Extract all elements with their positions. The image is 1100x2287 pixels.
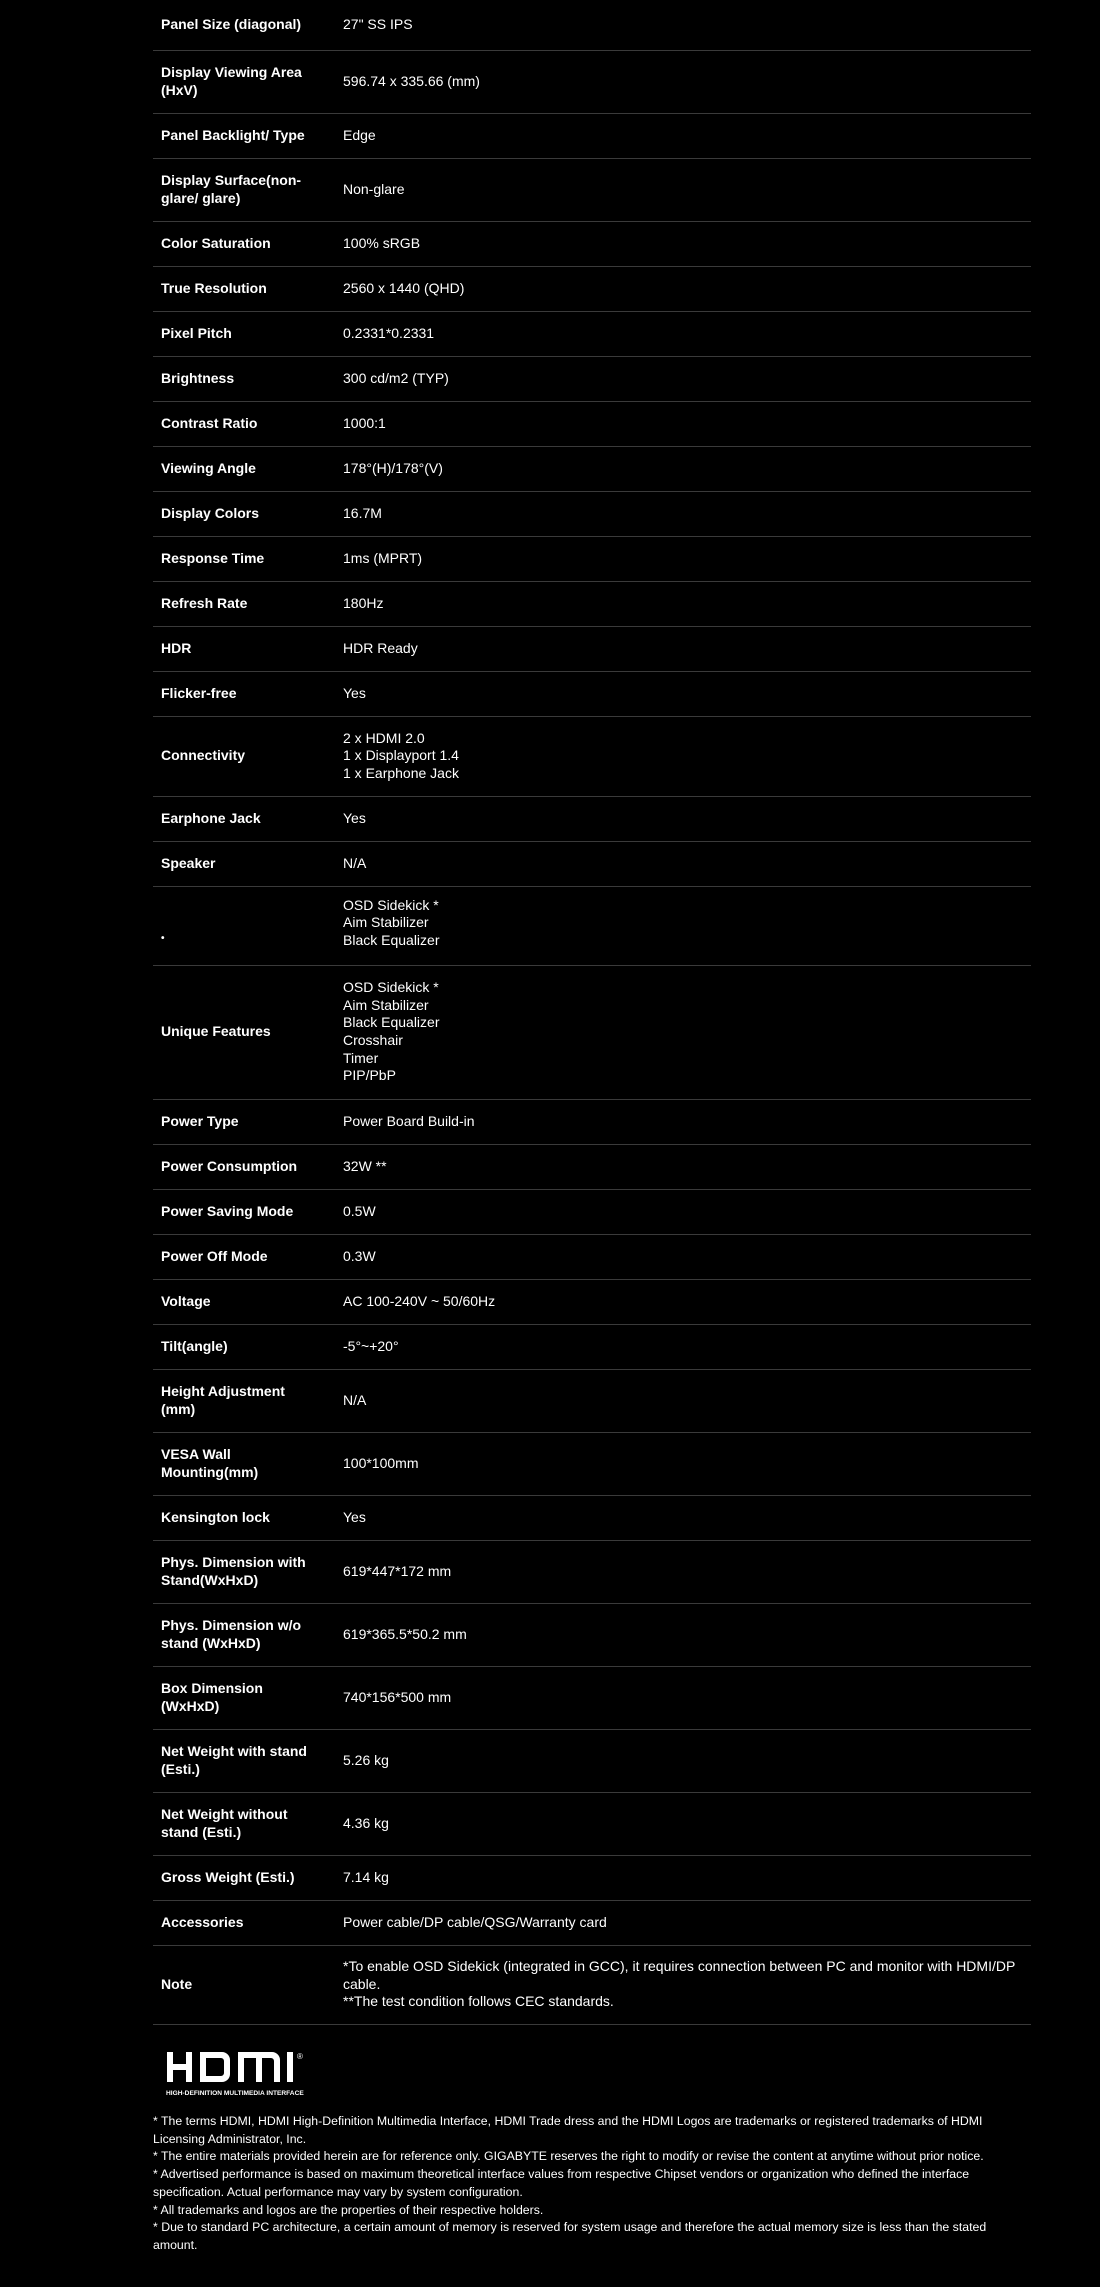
spec-row [153,626,1031,671]
spec-value [329,716,1031,796]
spec-value [329,1855,1031,1900]
spec-label [153,1189,329,1234]
spec-value [329,1603,1031,1666]
spec-value [329,1900,1031,1945]
spec-label [153,113,329,158]
spec-value [329,626,1031,671]
spec-label-text: Contrast Ratio [161,414,258,431]
spec-label [153,1369,329,1432]
spec-label-text: • [161,932,165,944]
spec-value [329,1495,1031,1540]
spec-label-text: Note [161,1975,193,1992]
spec-row [153,796,1031,841]
spec-label-text: Box Dimension (WxHxD) [161,1679,263,1714]
spec-value-line: 0.3W [343,1247,376,1264]
spec-value [329,50,1031,113]
spec-label-text: Earphone Jack [161,809,261,826]
svg-text:HIGH-DEFINITION MULTIMEDIA INT: HIGH-DEFINITION MULTIMEDIA INTERFACE [166,2090,304,2097]
spec-label [153,221,329,266]
spec-label [153,1099,329,1144]
spec-row [153,1432,1031,1495]
spec-label [153,841,329,886]
spec-label [153,1945,329,2024]
spec-row [153,158,1031,221]
spec-row [153,1189,1031,1234]
spec-value-line: 619*447*172 mm [343,1562,452,1579]
spec-value-line: 178°(H)/178°(V) [343,459,443,476]
spec-label-text: Tilt(angle) [161,1337,228,1354]
spec-value-line: 2560 x 1440 (QHD) [343,279,465,296]
spec-row [153,841,1031,886]
spec-label [153,1603,329,1666]
spec-label [153,1729,329,1792]
spec-row [153,1099,1031,1144]
spec-label-text: Response Time [161,549,265,566]
spec-label [153,158,329,221]
spec-label [153,886,329,965]
spec-value-line: Yes [343,809,366,826]
spec-row [153,671,1031,716]
spec-label-text: Accessories [161,1913,244,1930]
spec-label-text: Brightness [161,369,235,386]
spec-value-line: 5.26 kg [343,1751,389,1768]
spec-label [153,1279,329,1324]
spec-label-text: VESA Wall Mounting(mm) [161,1445,259,1480]
spec-value [329,1666,1031,1729]
spec-label [153,1234,329,1279]
spec-label-text: Phys. Dimension w/o stand (WxHxD) [161,1616,302,1651]
spec-value-line: Non-glare [343,180,405,197]
spec-label [153,965,329,1099]
spec-label [153,1792,329,1855]
spec-value-line: 1 x Earphone Jack [343,764,459,781]
spec-value-line: 32W ** [343,1157,387,1174]
spec-label-text: Display Viewing Area (HxV) [161,63,302,98]
spec-label-text: Kensington lock [161,1508,270,1525]
spec-label [153,796,329,841]
spec-row [153,716,1031,796]
spec-row [153,356,1031,401]
spec-label [153,581,329,626]
spec-value [329,886,1031,965]
spec-value-line: 596.74 x 335.66 (mm) [343,72,480,89]
spec-label-text: Display Surface(non-glare/ glare) [161,171,302,206]
spec-label [153,446,329,491]
spec-value-line: Aim Stabilizer [343,996,429,1013]
spec-value [329,1099,1031,1144]
spec-row [153,50,1031,113]
spec-label [153,266,329,311]
spec-value-line: 180Hz [343,594,384,611]
spec-row [153,1792,1031,1855]
spec-label-text: Viewing Angle [161,459,256,476]
spec-value-line: Timer [343,1049,379,1066]
spec-value-line: PIP/PbP [343,1067,396,1084]
spec-row [153,1666,1031,1729]
spec-row [153,311,1031,356]
disclaimer-line: * All trademarks and logos are the properties of their respective holders. [153,2202,544,2217]
spec-value-line: Crosshair [343,1032,403,1048]
spec-label-text: Panel Size (diagonal) [161,15,302,32]
disclaimer-line: * The entire materials provided herein are for reference only. GIGABYTE reserves the right to modify or revise the content at anytime without prior notice. [153,2149,984,2164]
disclaimer-line: * Advertised performance is based on maximum theoretical interface values from respective Chipset vendors or organization who defined the interface specification. Actual performance may vary by system configuration. [153,2167,970,2199]
spec-value [329,1144,1031,1189]
disclaimer-line: * Due to standard PC architecture, a certain amount of memory is reserved for system usage and therefore the actual memory size is less than the stated amount. [153,2220,987,2252]
spec-value-line: Yes [343,1508,366,1525]
spec-value-line: N/A [343,854,367,871]
spec-label [153,626,329,671]
spec-label-text: Panel Backlight/ Type [161,126,305,143]
spec-value [329,356,1031,401]
spec-label-text: HDR [161,639,192,656]
spec-label-text: True Resolution [161,279,267,296]
spec-label-text: Flicker-free [161,684,237,701]
spec-label-text: Pixel Pitch [161,324,232,341]
spec-row [153,1855,1031,1900]
spec-row [153,0,1031,50]
spec-row [153,1234,1031,1279]
spec-value [329,1324,1031,1369]
spec-value [329,841,1031,886]
spec-label-text: Display Colors [161,504,260,521]
spec-value [329,965,1031,1099]
spec-value [329,1945,1031,2024]
spec-label-text: Power Type [161,1112,239,1129]
spec-value-line: 1000:1 [343,414,386,431]
spec-label-text: Speaker [161,854,216,871]
spec-row [153,401,1031,446]
spec-value-line: Black Equalizer [343,931,440,948]
spec-label-text: Voltage [161,1292,211,1309]
spec-row [153,1729,1031,1792]
spec-label [153,311,329,356]
spec-label-text: Gross Weight (Esti.) [161,1868,295,1885]
svg-text:®: ® [297,2052,303,2061]
spec-label [153,1324,329,1369]
spec-label [153,1666,329,1729]
spec-value [329,1279,1031,1324]
spec-value-line: OSD Sidekick * [343,896,439,913]
spec-value [329,1792,1031,1855]
spec-value-line: 27" SS IPS [343,15,413,32]
spec-label [153,1900,329,1945]
spec-label [153,401,329,446]
spec-value-line: *To enable OSD Sidekick (integrated in GCC), it requires connection between PC and monitor with HDMI/DP cable. [343,1958,1016,1992]
spec-label [153,1540,329,1603]
spec-value-line: Power cable/DP cable/QSG/Warranty card [343,1913,607,1930]
spec-label-text: Net Weight with stand (Esti.) [161,1742,307,1777]
spec-row [153,536,1031,581]
disclaimer-line: * The terms HDMI, HDMI High-Definition Multimedia Interface, HDMI Trade dress and the HDMI Logos are trademarks or registered trademarks of HDMI Licensing Administrator, Inc. [153,2114,983,2146]
hdmi-logo [164,2050,354,2105]
spec-value [329,446,1031,491]
spec-value-line: 100% sRGB [343,234,421,251]
spec-value-line: 2 x HDMI 2.0 [343,729,425,746]
spec-value-line: 100*100mm [343,1454,419,1471]
spec-row [153,1540,1031,1603]
spec-value-line: 1ms (MPRT) [343,549,423,566]
spec-row [153,1324,1031,1369]
spec-row [153,266,1031,311]
spec-value-line: Edge [343,126,376,143]
spec-label-text: Power Off Mode [161,1247,268,1264]
spec-value [329,0,1031,50]
spec-label [153,1144,329,1189]
spec-row [153,1495,1031,1540]
spec-value [329,1234,1031,1279]
spec-value [329,581,1031,626]
spec-value-line: Black Equalizer [343,1014,440,1031]
spec-value-line: 0.5W [343,1202,376,1219]
spec-value-line: AC 100-240V ~ 50/60Hz [343,1292,496,1309]
spec-value-line: 1 x Displayport 1.4 [343,747,459,764]
spec-label-text: Color Saturation [161,234,271,251]
spec-label [153,491,329,536]
spec-row [153,886,1031,965]
spec-value [329,113,1031,158]
spec-value [329,1540,1031,1603]
spec-row [153,965,1031,1099]
spec-value-line: Aim Stabilizer [343,914,429,931]
spec-value-line: Yes [343,684,366,701]
spec-label-text: Height Adjustment (mm) [161,1382,285,1417]
spec-value-line: -5°~+20° [343,1337,399,1354]
spec-label [153,671,329,716]
spec-value [329,158,1031,221]
spec-value [329,796,1031,841]
spec-value-line: Power Board Build-in [343,1112,475,1129]
spec-row [153,1369,1031,1432]
spec-label-text: Phys. Dimension with Stand(WxHxD) [161,1553,306,1588]
spec-value [329,311,1031,356]
spec-value [329,1729,1031,1792]
spec-value-line: 7.14 kg [343,1868,389,1885]
spec-label [153,0,329,50]
spec-row [153,491,1031,536]
spec-value-line: OSD Sidekick * [343,979,439,996]
spec-value [329,1432,1031,1495]
spec-value-line: HDR Ready [343,639,418,656]
spec-label [153,536,329,581]
spec-label [153,356,329,401]
spec-row [153,1945,1031,2024]
spec-row [153,446,1031,491]
spec-label [153,1432,329,1495]
spec-value-line: N/A [343,1391,367,1408]
spec-row [153,1603,1031,1666]
spec-value [329,1369,1031,1432]
spec-table [153,0,1031,2025]
spec-value [329,401,1031,446]
spec-label-text: Net Weight without stand (Esti.) [161,1805,288,1840]
spec-value [329,491,1031,536]
spec-row [153,581,1031,626]
spec-value [329,671,1031,716]
spec-label [153,1855,329,1900]
spec-label [153,716,329,796]
spec-value [329,221,1031,266]
spec-label-text: Power Saving Mode [161,1202,294,1219]
spec-row [153,1900,1031,1945]
spec-value-line: 16.7M [343,504,382,521]
spec-value [329,536,1031,581]
spec-value-line: 300 cd/m2 (TYP) [343,369,449,386]
spec-row [153,1144,1031,1189]
spec-label [153,1495,329,1540]
spec-table-body [153,0,1031,2024]
disclaimer-notes [153,2113,1023,2255]
spec-label-text: Unique Features [161,1023,271,1040]
spec-value [329,1189,1031,1234]
spec-value-line: 740*156*500 mm [343,1688,452,1705]
spec-value-line: 0.2331*0.2331 [343,324,435,341]
spec-label-text: Connectivity [161,747,246,764]
spec-row [153,113,1031,158]
spec-value-line: 619*365.5*50.2 mm [343,1625,467,1642]
spec-row [153,1279,1031,1324]
spec-value-line: 4.36 kg [343,1814,389,1831]
spec-label-text: Refresh Rate [161,594,248,611]
spec-label-text: Power Consumption [161,1157,298,1174]
spec-value-line: **The test condition follows CEC standards. [343,1993,614,2010]
spec-row [153,221,1031,266]
spec-value [329,266,1031,311]
spec-label [153,50,329,113]
